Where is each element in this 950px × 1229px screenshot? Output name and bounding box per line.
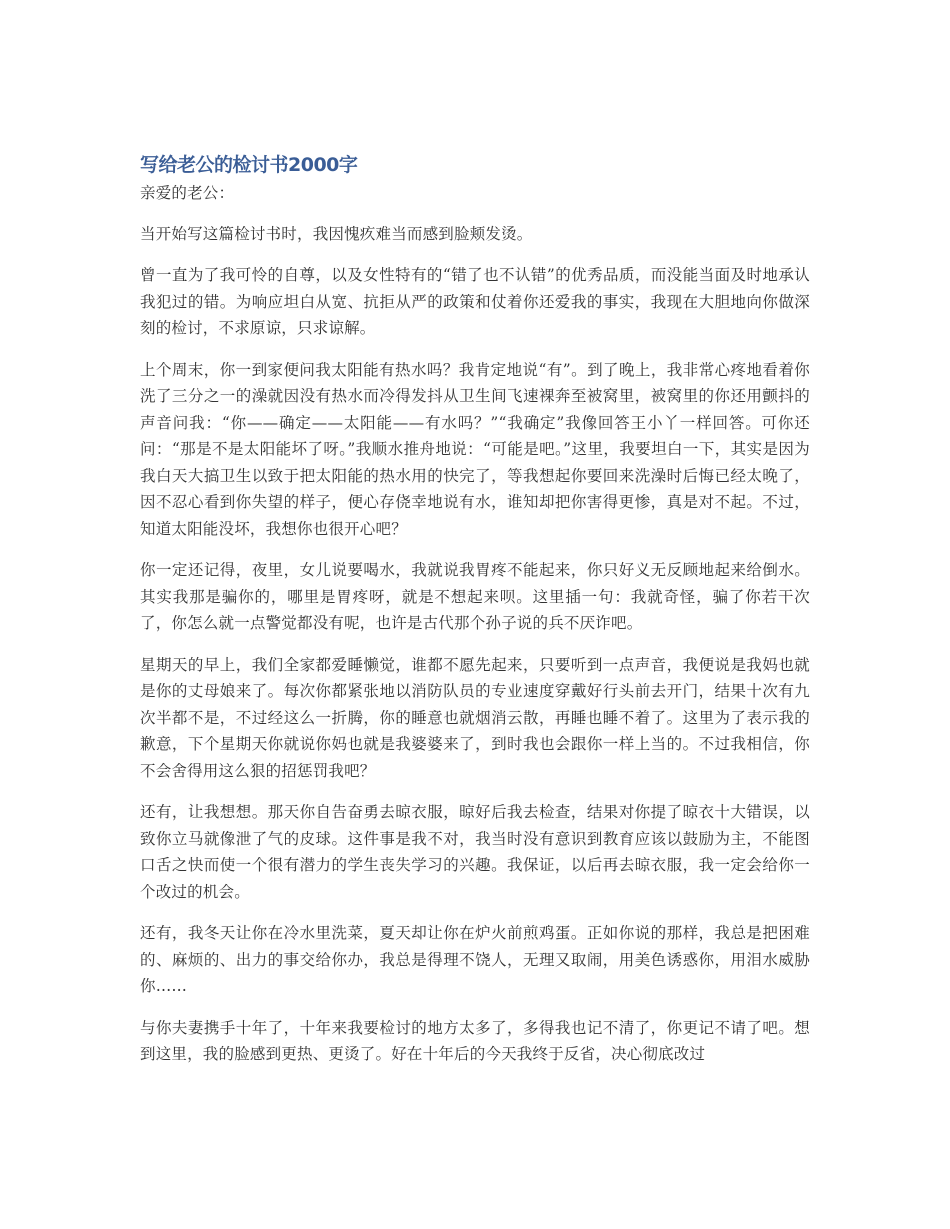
paragraph: 星期天的早上，我们全家都爱睡懒觉，谁都不愿先起来，只要听到一点声音，我便说是我妈也就是你的丈母娘来了。每次你都紧张地以消防队员的专业速度穿戴好行头前去开门，结果十次有九次半都不是，不过经这么一折腾，你的睡意也就烟消云散，再睡也睡不着了。这里为了表示我的歉意，下个星期天你就说你妈也就是我婆婆来了，到时我也会跟你一样上当的。不过我相信，你不会舍得用这么狠的招惩罚我吧？	[140, 655, 810, 780]
page-title: 写给老公的检讨书2000字	[140, 154, 358, 176]
paragraph: 你一定还记得，夜里，女儿说要喝水，我就说我胃疼不能起来，你只好义无反顾地起来给倒水。其实我那是骗你的，哪里是胃疼呀，就是不想起来呗。这里插一句：我就奇怪，骗了你若干次了，你怎么就一点警觉都没有呢，也许是古代那个孙子说的兵不厌诈吧。	[140, 561, 810, 632]
paragraph: 还有，让我想想。那天你自告奋勇去晾衣服，晾好后我去检查，结果对你提了晾衣十大错误，以致你立马就像泄了气的皮球。这件事是我不对，我当时没有意识到教育应该以鼓励为主，不能图口舌之快而使一个很有潜力的学生丧失学习的兴趣。我保证，以后再去晾衣服，我一定会给你一个改过的机会。	[140, 803, 810, 901]
document-page	[140, 150, 810, 1083]
paragraph: 与你夫妻携手十年了，十年来我要检讨的地方太多了，多得我也记不清了，你更记不请了吧。想到这里，我的脸感到更热、更烫了。好在十年后的今天我终于反省，决心彻底改过	[140, 1018, 810, 1063]
paragraph: 还有，我冬天让你在冷水里洗菜，夏天却让你在炉火前煎鸡蛋。正如你说的那样，我总是把困难的、麻烦的、出力的事交给你办，我总是得理不饶人，无理又取闹，用美色诱惑你，用泪水威胁你……	[140, 924, 810, 995]
paragraph: 上个周末，你一到家便问我太阳能有热水吗？我肯定地说“有”。到了晚上，我非常心疼地看着你洗了三分之一的澡就因没有热水而冷得发抖从卫生间飞速裸奔至被窝里，被窝里的你还用颤抖的声音问我：“你——确定——太阳能——有水吗？”“我确定”我像回答王小丫一样回答。可你还问：“那是不是太阳能坏了呀。”我顺水推舟地说：“可能是吧。”这里，我要坦白一下，其实是因为我白天大搞卫生以致于把太阳能的热水用的快完了，等我想起你要回来洗澡时后悔已经太晚了，因不忍心看到你失望的样子，便心存侥幸地说有水，谁知却把你害得更惨，真是对不起。不过，知道太阳能没坏，我想你也很开心吧？	[140, 360, 810, 538]
paragraph: 曾一直为了我可怜的自尊，以及女性特有的“错了也不认错”的优秀品质，而没能当面及时地承认我犯过的错。为响应坦白从宽、抗拒从严的政策和仗着你还爱我的事实，我现在大胆地向你做深刻的检讨，不求原谅，只求谅解。	[140, 266, 810, 337]
paragraph: 当开始写这篇检讨书时，我因愧疚难当而感到脸颊发烫。	[140, 224, 533, 243]
greeting: 亲爱的老公：	[140, 184, 235, 202]
